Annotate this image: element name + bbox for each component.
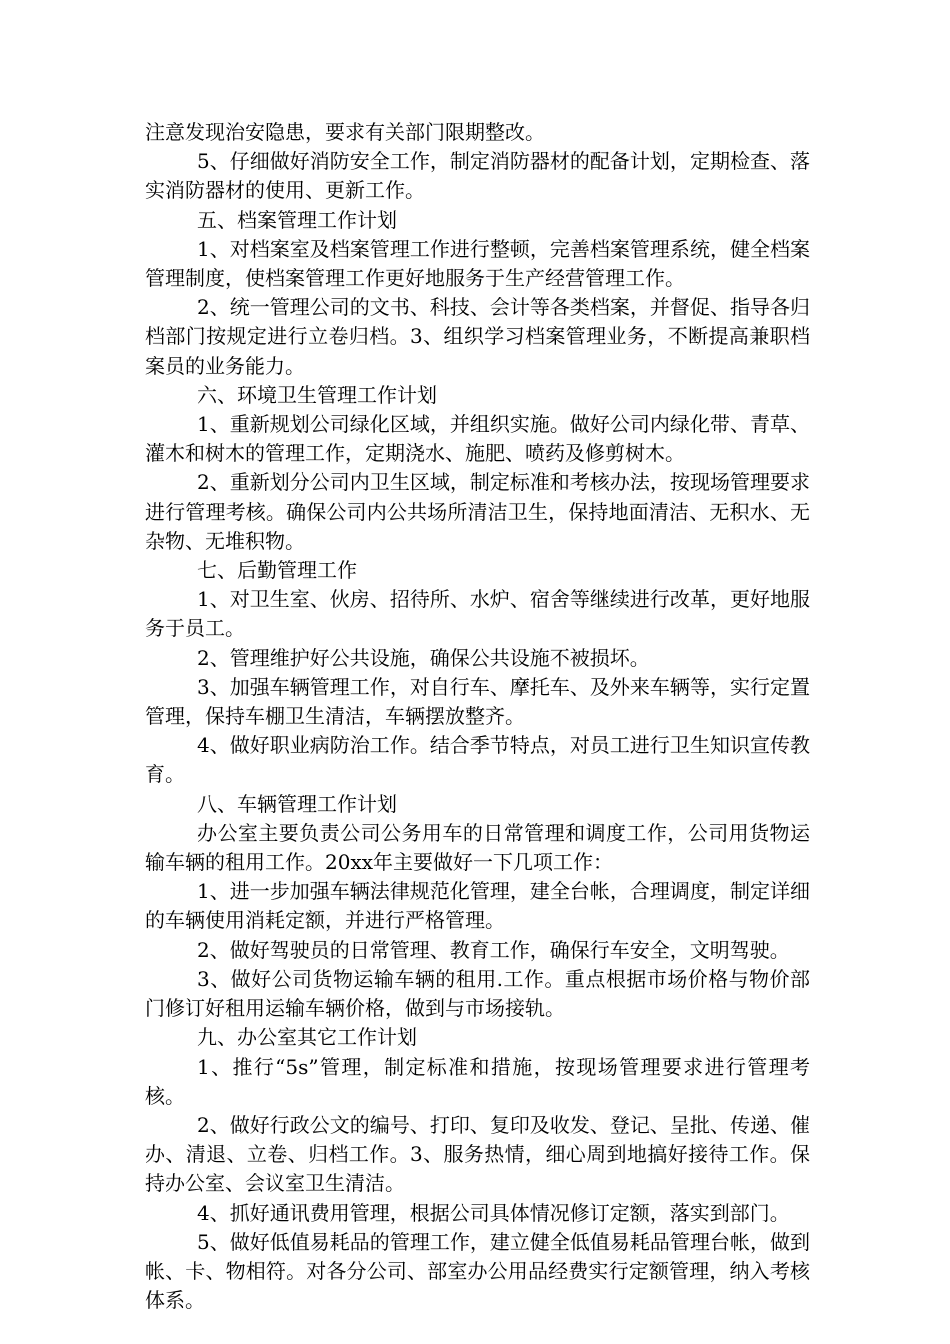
paragraph-environment-1: 1、重新规划公司绿化区域，并组织实施。做好公司内绿化带、青草、灌木和树木的管理工作，定期浇水、施肥、喷药及修剪树木。 <box>145 412 810 466</box>
paragraph-office-5: 5、做好低值易耗品的管理工作，建立健全低值易耗品管理台帐，做到帐、卡、物相符。对各分公司、部室办公用品经费实行定额管理，纳入考核体系。 <box>145 1229 810 1313</box>
paragraph-vehicles-2: 2、做好驾驶员的日常管理、教育工作，确保行车安全，文明驾驶。 <box>197 937 790 962</box>
paragraph-vehicles-intro: 办公室主要负责公司公务用车的日常管理和调度工作，公司用货物运输车辆的租用工作。20xx年主要做好一下几项工作： <box>145 820 810 875</box>
paragraph-office-4: 4、抓好通讯费用管理，根据公司具体情况修订定额，落实到部门。 <box>197 1200 790 1225</box>
document-body <box>145 118 810 1315</box>
paragraph-vehicles-1: 1、进一步加强车辆法律规范化管理，建全台帐，合理调度，制定详细的车辆使用消耗定额，并进行严格管理。 <box>145 879 810 933</box>
paragraph-office-1: 1、推行“5s”管理，制定标准和措施，按现场管理要求进行管理考核。 <box>145 1054 810 1108</box>
section-heading-vehicles: 八、车辆管理工作计划 <box>197 791 397 816</box>
section-heading-logistics: 七、后勤管理工作 <box>197 558 357 583</box>
paragraph-fire-safety: 5、仔细做好消防安全工作，制定消防器材的配备计划，定期检查、落实消防器材的使用、更新工作。 <box>145 149 810 203</box>
paragraph-vehicles-3: 3、做好公司货物运输车辆的租用.工作。重点根据市场价格与物价部门修订好租用运输车辆价格，做到与市场接轨。 <box>145 966 810 1021</box>
section-heading-environment: 六、环境卫生管理工作计划 <box>197 382 437 407</box>
paragraph-logistics-2: 2、管理维护好公共设施，确保公共设施不被损坏。 <box>197 645 650 670</box>
paragraph-office-2: 2、做好行政公文的编号、打印、复印及收发、登记、呈批、传递、催办、清退、立卷、归档工作。3、服务热情，细心周到地搞好接待工作。保持办公室、会议室卫生清洁。 <box>145 1112 810 1196</box>
paragraph-continuation: 注意发现治安隐患，要求有关部门限期整改。 <box>145 120 545 144</box>
paragraph-logistics-4: 4、做好职业病防治工作。结合季节特点，对员工进行卫生知识宣传教育。 <box>145 733 810 787</box>
section-heading-archives: 五、档案管理工作计划 <box>197 207 397 232</box>
paragraph-archives-1: 1、对档案室及档案管理工作进行整顿，完善档案管理系统，健全档案管理制度，使档案管理工作更好地服务于生产经营管理工作。 <box>145 236 810 291</box>
paragraph-environment-2: 2、重新划分公司内卫生区域，制定标准和考核办法，按现场管理要求进行管理考核。确保公司内公共场所清洁卫生，保持地面清洁、无积水、无杂物、无堆积物。 <box>145 470 810 553</box>
paragraph-archives-2: 2、统一管理公司的文书、科技、会计等各类档案，并督促、指导各归档部门按规定进行立卷归档。3、组织学习档案管理业务，不断提高兼职档案员的业务能力。 <box>145 295 810 378</box>
paragraph-logistics-3: 3、加强车辆管理工作，对自行车、摩托车、及外来车辆等，实行定置管理，保持车棚卫生清洁，车辆摆放整齐。 <box>145 674 810 729</box>
section-heading-office: 九、办公室其它工作计划 <box>197 1025 417 1050</box>
paragraph-logistics-1: 1、对卫生室、伙房、招待所、水炉、宿舍等继续进行改革，更好地服务于员工。 <box>145 587 810 641</box>
